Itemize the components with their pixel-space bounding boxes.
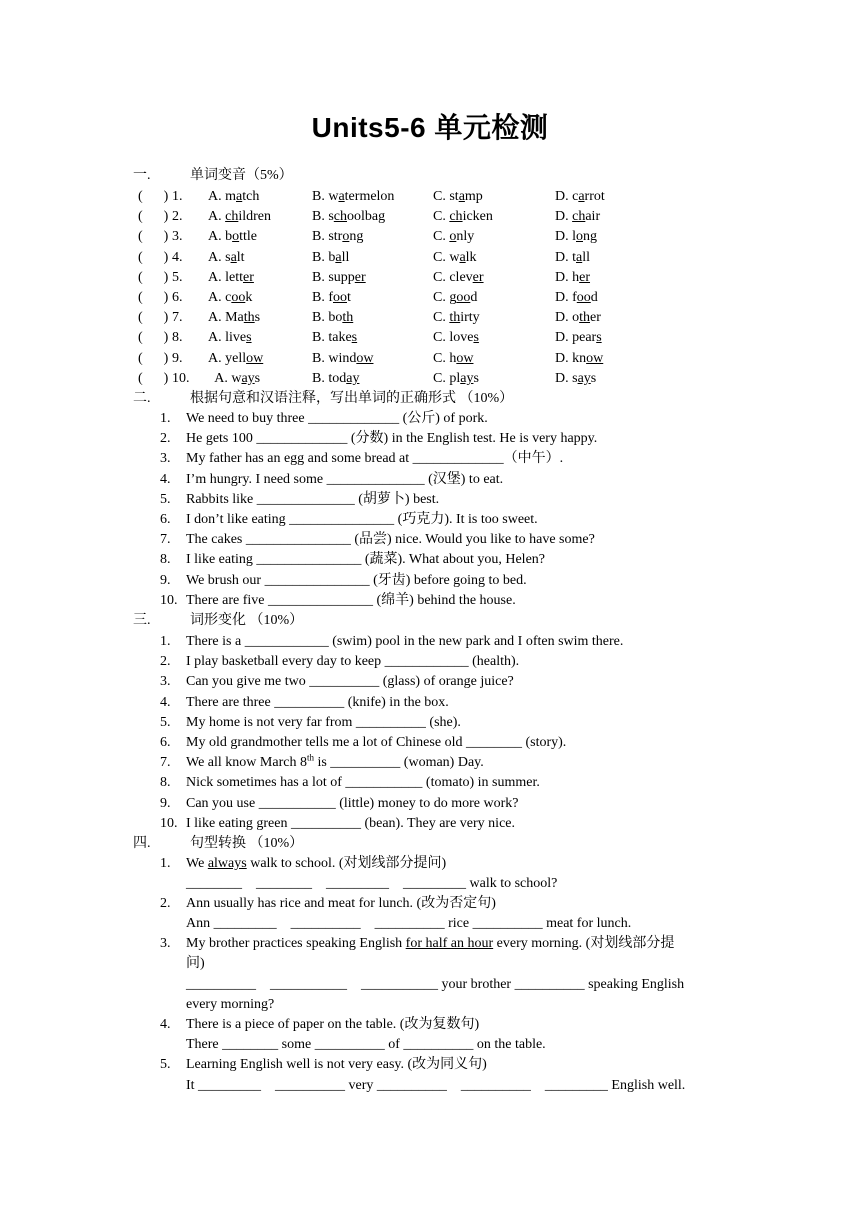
- question-number: 6.: [160, 512, 171, 527]
- question-text: We all know March 8th is __________ (woman) Day.: [186, 752, 484, 771]
- answer-paren[interactable]: ( ): [138, 370, 169, 386]
- question-text: Ann usually has rice and meat for lunch. (改为否定句): [186, 896, 496, 911]
- question-text: I like eating _______________ (蔬菜). What about you, Helen?: [186, 552, 545, 568]
- option-b: B. foot: [312, 290, 351, 305]
- answer-paren[interactable]: ( ): [138, 330, 169, 346]
- option-d: D. carrot: [555, 189, 605, 204]
- option-a: A. lives: [208, 330, 252, 346]
- answer-continuation: every morning?: [186, 997, 275, 1012]
- section-number: 四.: [133, 836, 151, 851]
- option-a: A. bottle: [208, 229, 258, 245]
- question-text: We brush our _______________ (牙齿) before going to bed.: [186, 572, 527, 588]
- question-number: 1.: [172, 189, 183, 204]
- question-number: 1.: [160, 411, 171, 426]
- option-c: C. plays: [433, 370, 479, 386]
- option-c: C. walk: [433, 249, 477, 265]
- question-text: Can you use ___________ (little) money to do more work?: [186, 795, 519, 811]
- option-b: B. today: [312, 370, 360, 386]
- answer-paren[interactable]: ( ): [138, 189, 169, 204]
- question-number: 2.: [160, 896, 171, 911]
- question-text: There are three __________ (knife) in the box.: [186, 694, 449, 710]
- answer-paren[interactable]: ( ): [138, 290, 169, 305]
- option-d: D. chair: [555, 209, 601, 225]
- section-number: 一.: [133, 168, 151, 183]
- option-c: C. clever: [433, 269, 484, 285]
- section-heading: 单词变音（5%）: [190, 168, 293, 183]
- underlined-word: always: [207, 856, 247, 871]
- underlined-phrase: for half an hour: [405, 936, 494, 951]
- question-text: Learning English well is not very easy. (改为同义句): [186, 1057, 487, 1072]
- question-number: 4.: [160, 1017, 171, 1032]
- option-a: A. ways: [208, 370, 261, 386]
- answer-paren[interactable]: ( ): [138, 310, 169, 326]
- question-number: 7.: [160, 532, 171, 548]
- answer-blanks: It _________ __________ very __________ __________ _________ English well.: [186, 1078, 686, 1093]
- question-text: My brother practices speaking English for half an hour every morning. (对划线部分提: [186, 936, 675, 951]
- section-heading: 词形变化 （10%）: [190, 613, 304, 628]
- question-text: Rabbits like ______________ (胡萝卜) best.: [186, 491, 440, 507]
- option-a: A. Maths: [208, 310, 261, 326]
- answer-blanks: __________ ___________ ___________ your brother __________ speaking English: [186, 977, 685, 992]
- option-b: B. ball: [312, 249, 350, 265]
- option-d: D. says: [555, 370, 597, 386]
- question-text: My father has an egg and some bread at _____________（中午）.: [186, 451, 564, 467]
- question-number: 3.: [160, 451, 171, 467]
- question-text: There is a piece of paper on the table. (改为复数句): [186, 1017, 480, 1032]
- question-number: 9.: [160, 795, 171, 811]
- question-number: 6.: [172, 290, 183, 305]
- question-text: Can you give me two __________ (glass) of orange juice?: [186, 674, 514, 690]
- option-c: C. how: [433, 350, 474, 366]
- question-number: 10.: [160, 592, 178, 608]
- option-a: A. match: [208, 189, 260, 204]
- option-b: B. strong: [312, 229, 364, 245]
- question-text: I don’t like eating _______________ (巧克力). It is too sweet.: [186, 512, 538, 527]
- question-text: My home is not very far from __________ (she).: [186, 714, 461, 730]
- answer-paren[interactable]: ( ): [138, 229, 169, 245]
- question-text: I like eating green __________ (bean). They are very nice.: [186, 815, 515, 831]
- option-d: D. other: [555, 310, 601, 326]
- question-number: 5.: [160, 491, 171, 507]
- option-b: B. takes: [312, 330, 358, 346]
- question-number: 2.: [160, 654, 171, 670]
- option-b: B. watermelon: [312, 189, 395, 204]
- question-number: 3.: [160, 674, 171, 690]
- option-b: B. both: [312, 310, 354, 326]
- question-number: 5.: [172, 269, 183, 285]
- question-text: There are five _______________ (绵羊) behind the house.: [186, 592, 516, 608]
- question-number: 8.: [172, 330, 183, 346]
- question-number: 5.: [160, 1057, 171, 1072]
- option-a: A. yellow: [208, 350, 264, 366]
- page-title: Units5-6 单元检测: [311, 112, 549, 143]
- option-a: A. children: [208, 209, 271, 225]
- question-text: We need to buy three _____________ (公斤) of pork.: [186, 411, 488, 426]
- option-c: C. thirty: [433, 310, 480, 326]
- question-number: 3.: [172, 229, 183, 245]
- question-text: Nick sometimes has a lot of ___________ (tomato) in summer.: [186, 775, 540, 791]
- question-number: 10.: [160, 815, 178, 831]
- question-text: We always walk to school. (对划线部分提问): [186, 856, 447, 871]
- option-c: C. only: [433, 229, 475, 245]
- question-text: My old grandmother tells me a lot of Chinese old ________ (story).: [186, 735, 567, 750]
- question-number: 1.: [160, 634, 171, 649]
- option-d: D. food: [555, 290, 598, 305]
- option-b: B. schoolbag: [312, 209, 386, 225]
- option-d: D. her: [555, 269, 591, 285]
- question-number: 9.: [172, 350, 183, 366]
- option-a: A. letter: [208, 269, 254, 285]
- option-c: C. stamp: [433, 189, 483, 204]
- question-number: 7.: [172, 310, 183, 326]
- answer-blanks: Ann _________ __________ __________ rice __________ meat for lunch.: [186, 916, 632, 931]
- option-b: B. window: [312, 350, 374, 366]
- question-text: I’m hungry. I need some ______________ (汉堡) to eat.: [186, 471, 504, 487]
- question-number: 8.: [160, 552, 171, 568]
- question-number: 9.: [160, 572, 171, 588]
- answer-blanks: There ________ some __________ of __________ on the table.: [186, 1037, 546, 1052]
- option-d: D. tall: [555, 249, 590, 265]
- question-number: 1.: [160, 856, 171, 871]
- section-heading: 根据句意和汉语注释，写出单词的正确形式 （10%）: [190, 391, 514, 406]
- section-number: 三.: [133, 613, 151, 628]
- question-text: There is a ____________ (swim) pool in the new park and I often swim there.: [186, 634, 624, 649]
- option-c: C. chicken: [433, 209, 493, 225]
- option-d: D. know: [555, 350, 604, 366]
- question-text: The cakes _______________ (品尝) nice. Would you like to have some?: [186, 532, 595, 548]
- question-number: 5.: [160, 714, 171, 730]
- section-number: 二.: [133, 391, 151, 406]
- question-number: 6.: [160, 735, 171, 750]
- option-a: A. salt: [208, 249, 245, 265]
- option-c: C. loves: [433, 330, 479, 346]
- option-a: A. cook: [208, 290, 253, 305]
- answer-paren[interactable]: ( ): [138, 249, 169, 265]
- answer-blanks: ________ ________ _________ _________ walk to school?: [186, 876, 558, 891]
- section-heading: 句型转换 （10%）: [190, 836, 304, 851]
- question-number: 2.: [172, 209, 183, 225]
- question-number: 3.: [160, 936, 171, 951]
- option-b: B. supper: [312, 269, 366, 285]
- option-d: D. long: [555, 229, 597, 245]
- answer-paren[interactable]: ( ): [138, 350, 169, 366]
- question-text: He gets 100 _____________ (分数) in the English test. He is very happy.: [186, 431, 598, 447]
- question-number: 10.: [172, 370, 190, 386]
- answer-paren[interactable]: ( ): [138, 269, 169, 285]
- option-c: C. good: [433, 290, 478, 305]
- question-number: 7.: [160, 755, 171, 771]
- question-number: 2.: [160, 431, 171, 447]
- question-number: 4.: [160, 694, 171, 710]
- question-text: I play basketball every day to keep ____________ (health).: [186, 654, 520, 670]
- question-number: 8.: [160, 775, 171, 791]
- answer-paren[interactable]: ( ): [138, 209, 169, 225]
- option-d: D. pears: [555, 330, 602, 346]
- question-number: 4.: [160, 471, 171, 487]
- question-number: 4.: [172, 249, 183, 265]
